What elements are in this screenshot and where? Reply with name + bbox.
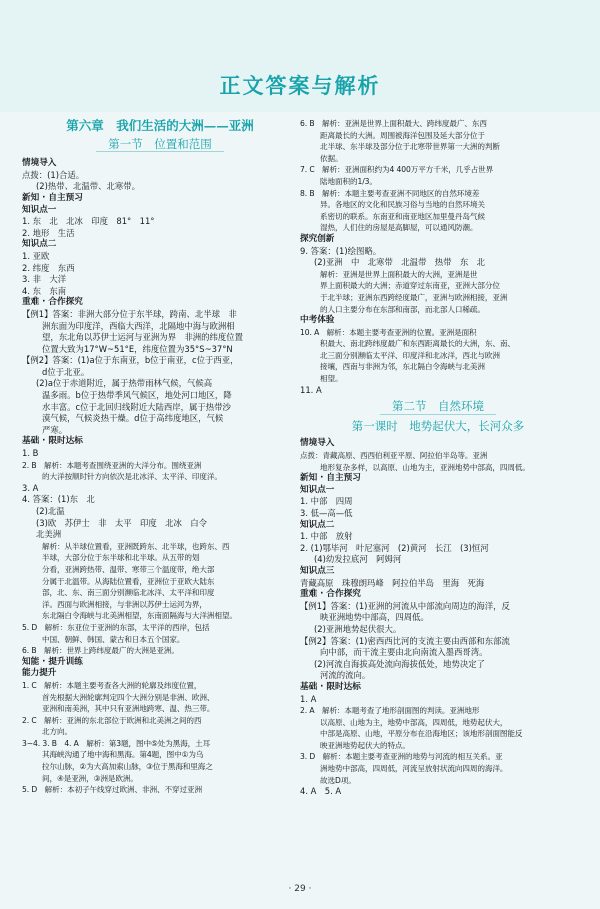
text-line: 映亚洲地势起伏大的特点。	[320, 740, 410, 750]
text-line: 水丰富。c位于北回归线附近大陆西岸，属于热带沙	[42, 401, 231, 412]
text-line: 陆地面积的1/3。	[320, 176, 377, 186]
text-line: 拉尔山脉，②为大高加索山脉，③位于黑海和里海之	[42, 762, 213, 772]
section-label-2: 第二节 自然环境	[380, 400, 496, 415]
text-line: 【例1】答案：(1)亚洲的河流从中部流向周边的海洋，反	[300, 600, 510, 611]
chapter-title: 第六章 我们生活的大洲——亚洲	[66, 118, 254, 133]
text-line: 解析：亚洲是世界上面积最大的大洲，亚洲是世	[320, 269, 478, 279]
text-line: (2)河流自海拔高处流向海拔低处，地势决定了	[314, 658, 485, 669]
section-heading: 重难 · 合作探究	[300, 589, 361, 600]
text-line: 系密切的联系。东南亚和南亚地区加里曼丹岛气候	[320, 211, 485, 221]
section-heading: 知识点一	[22, 204, 57, 215]
text-line: 1. A	[300, 693, 317, 704]
text-line: 11. A	[300, 384, 322, 395]
text-line: 其海峡沟通了地中海和黑海。第4题，图中①为乌	[42, 750, 204, 760]
section-heading: 知识点二	[300, 519, 335, 530]
text-line: 点拨：青藏高原、西西伯利亚平原、阿拉伯半岛等。亚洲	[300, 451, 488, 461]
text-line: 2. B 解析：本题考查围绕亚洲的大洋分布。围绕亚洲	[22, 460, 202, 470]
text-line: 分看，亚洲跨热带、温带、寒带三个温度带，绝大部	[42, 564, 215, 574]
section-label: 第一节 位置和范围	[96, 138, 224, 153]
text-line: 东北隔白令海峡与北美洲相望，东南面隔海与大洋洲相望。	[42, 611, 237, 621]
section-title-2	[300, 400, 576, 415]
text-line: 3. 非 大洋	[22, 274, 67, 285]
text-line: 6. B 解析：亚洲是世界上面积最大、跨纬度最广、东西	[300, 119, 487, 128]
text-line: 9. 答案：(1)绘图略。	[300, 245, 382, 256]
text-line: 1. 亚欧	[22, 250, 50, 261]
text-line: (4)幼发拉底河 阿姆河	[314, 554, 402, 565]
text-line: 解析：从半球位置看，亚洲既跨东、北半球，也跨东、西	[42, 541, 230, 551]
section-heading: 知能 · 提升训练	[22, 656, 83, 667]
text-line: 首先根据大洲轮廓判定四个大洲分别是非洲、欧洲、	[42, 692, 215, 702]
text-line: 洲地势中部高，四周低，河流呈放射状流向四周的海洋。	[320, 764, 508, 774]
section-heading: 基础 · 限时达标	[300, 681, 361, 692]
text-line: 中部是高原、山地，平原分布在沿海地区；该地形剖面图能反	[320, 729, 523, 739]
text-line: 部，北、东、南三面分别濒临北冰洋、太平洋和印度	[42, 588, 215, 598]
section-heading: 新知 · 自主预习	[300, 473, 361, 484]
section-heading: 重难 · 合作探究	[22, 297, 83, 308]
section-heading: 能力提升	[22, 668, 57, 679]
right-column	[300, 118, 576, 888]
text-line: 漠气候，气候炎热干燥。d位于高纬度地区，气候	[42, 413, 224, 424]
text-line: 【例2】答案：(1)a位于东南亚，b位于南亚，c位于西亚，	[22, 355, 239, 366]
section-heading: 基础 · 限时达标	[22, 436, 83, 447]
text-line: 洋。西面与欧洲相接，与非洲以苏伊士运河为界，	[42, 599, 207, 609]
left-text-block	[22, 158, 298, 796]
section-heading: 探究创新	[300, 233, 335, 244]
left-column	[22, 118, 298, 888]
text-line: 映亚洲地势中部高，四周低。	[320, 612, 429, 623]
section-heading: 情境导入	[22, 158, 57, 169]
text-line: 亚洲和南美洲，其中只有亚洲地跨寒、温、热三带。	[42, 704, 215, 714]
text-line: 位置大致为17°W~51°E，纬度位置为35°S~37°N	[42, 343, 233, 354]
text-line: 湿热，人们住的房屋是高脚屋，可以通风防潮。	[320, 223, 478, 233]
text-line: 【例1】答案：非洲大部分位于东半球，跨南、北半球 非	[22, 308, 237, 319]
text-line: 积最大、南北跨纬度最广和东西距离最长的大洲，东、南、	[320, 339, 515, 349]
text-line: 1. 中部 放射	[300, 531, 353, 542]
text-line: 接壤，西南与非洲为邻，东北隔白令海峡与北美洲	[320, 362, 485, 372]
section-heading: 情境导入	[300, 438, 335, 449]
page-title: 正文答案与解析	[219, 73, 381, 98]
text-line: 2. A 解析：本题考查了地形剖面图的判读。亚洲地形	[300, 706, 480, 716]
text-line: (2)热带、北温带、北寒带。	[36, 181, 140, 192]
text-line: 严寒。	[42, 424, 68, 435]
text-line: 1. B	[22, 448, 39, 459]
text-line: 以高原、山地为主，地势中部高，四周低，地势起伏大，	[320, 717, 508, 727]
text-line: 温多雨。b位于热带季风气候区，地处河口地区，降	[42, 390, 232, 401]
text-line: 北半球、东半球及部分位于北寒带世界第一大洲的判断	[320, 142, 500, 152]
text-line: 【例2】答案：(1)密西西比河的支流主要由西部和东部流	[300, 635, 510, 646]
text-line: 北美洲	[36, 529, 62, 540]
text-line: 2. 纬度 东西	[22, 262, 75, 273]
section-title	[22, 138, 298, 153]
section-heading: 知识点二	[22, 239, 57, 250]
text-line: 半球，大部分位于东半球和北半球。从五带的划	[42, 553, 200, 563]
text-line: 3. 低—高—低	[300, 508, 353, 518]
section-heading: 中考体验	[300, 315, 335, 326]
text-line: 7. C 解析：亚洲面积约为4 400万平方千米，几乎占世界	[300, 165, 494, 175]
text-line: 界上面积最大的大洲；赤道穿过东南亚，亚洲大部分位	[320, 281, 500, 291]
text-line: 3. D 解析：本题主要考查亚洲的地势与河流的相互关系。亚	[300, 752, 503, 762]
text-line: 中国、朝鲜、韩国、蒙古和日本五个国家。	[42, 634, 185, 644]
text-line: 1. C 解析：本题主要考查各大洲的轮廓及纬度位置，	[22, 680, 202, 690]
text-line: (2)亚洲地势起伏很大。	[314, 623, 402, 634]
text-line: 的人口主要分布在东部和南部，而北部人口稀疏。	[320, 304, 485, 314]
text-line: 2. C 解析：亚洲的东北部位于欧洲和北美洲之间的西	[22, 715, 202, 725]
text-line: d位于北亚。	[42, 366, 90, 377]
text-line: 3~4. 3. B 4. A 解析：第3题，图中⑤处为黑海，土耳	[22, 738, 211, 748]
text-line: 于北半球；亚洲东西跨经度最广，亚洲与欧洲相接，亚洲	[320, 292, 508, 302]
text-line: 1. 东 北 北冰 印度 81° 11°	[22, 216, 155, 227]
text-line: 3. A	[22, 482, 39, 493]
text-line: 故选D项。	[320, 775, 356, 785]
page-number: · 29 ·	[288, 884, 312, 894]
text-line: 地形复杂多样，以高原、山地为主，亚洲地势中部高，四周低。	[320, 462, 530, 472]
text-line: (2)a位于赤道附近，属于热带雨林气候，气候高	[36, 378, 213, 389]
text-line: 异。各地区的文化和民族习俗与当地的自然环境关	[320, 200, 485, 210]
text-line: (3)欧 苏伊士 非 太平 印度 北冰 白令	[36, 517, 207, 528]
text-line: 依据。	[320, 153, 343, 163]
text-line: 1. 中部 四周	[300, 496, 353, 507]
subsection-title: 第一课时 地势起伏大，长河众多	[351, 418, 525, 433]
text-line: 6. B 解析：世界上跨纬度最广的大洲是亚洲。	[22, 646, 179, 656]
text-line: 北三面分别濒临太平洋、印度洋和北冰洋，西北与欧洲	[320, 350, 500, 360]
text-line: 河流的流向。	[320, 670, 371, 681]
text-line: 4. 东 东南	[22, 285, 67, 296]
section-heading: 知识点三	[300, 565, 335, 576]
text-line: 2. (1)鄂毕河 叶尼塞河 (2)黄河 长江 (3)恒河	[300, 542, 489, 553]
text-line: 4. 答案：(1)东 北	[22, 494, 95, 505]
text-line: 10. A 解析：本题主要考查亚洲的位置。亚洲是面积	[300, 327, 477, 337]
section-heading: 新知 · 自主预习	[22, 192, 83, 203]
right-text-block-top	[300, 118, 576, 396]
text-line: 北方向。	[42, 727, 72, 737]
text-line: 2. 地形 生活	[22, 227, 75, 238]
text-line: 间，④是亚洲，③洲是欧洲。	[42, 773, 138, 783]
text-line: 的大洋按顺时针方向依次是北冰洋、太平洋、印度洋。	[42, 472, 222, 482]
text-line: (2)北温	[36, 506, 65, 516]
text-line: 青藏高原 珠穆朗玛峰 阿拉伯半岛 里海 死海	[300, 577, 485, 588]
text-line: 5. D 解析：本初子午线穿过欧洲、非洲、不穿过亚洲	[22, 785, 202, 795]
text-line: 分属于北温带。从海陆位置看，亚洲位于亚欧大陆东	[42, 576, 215, 586]
section-heading: 知识点一	[300, 484, 335, 495]
text-line: 望，东北角以苏伊士运河与亚洲为界 非洲的纬度位置	[42, 332, 243, 343]
text-line: 5. D 解析：东亚位于亚洲的东部，太平洋的西岸，包括	[22, 622, 210, 632]
text-line: 相望。	[320, 374, 343, 384]
text-line: 8. B 解析：本题主要考查亚洲不同地区的自然环境差	[300, 188, 480, 198]
text-line: 距离最长的大洲。周围被海洋包围及延大部分位于	[320, 130, 485, 140]
text-line: 向中部，而干流主要由北向南流入墨西哥湾。	[320, 647, 488, 658]
text-line: 洲东面为印度洋，西临大西洋，北隔地中海与欧洲相	[42, 320, 235, 331]
right-text-block-bottom	[300, 438, 576, 797]
text-line: 点拨：(1)合适。	[22, 169, 85, 180]
text-line: 4. A 5. A	[300, 786, 342, 797]
text-line: (2)亚洲 中 北寒带 北温带 热带 东 北	[314, 257, 485, 268]
